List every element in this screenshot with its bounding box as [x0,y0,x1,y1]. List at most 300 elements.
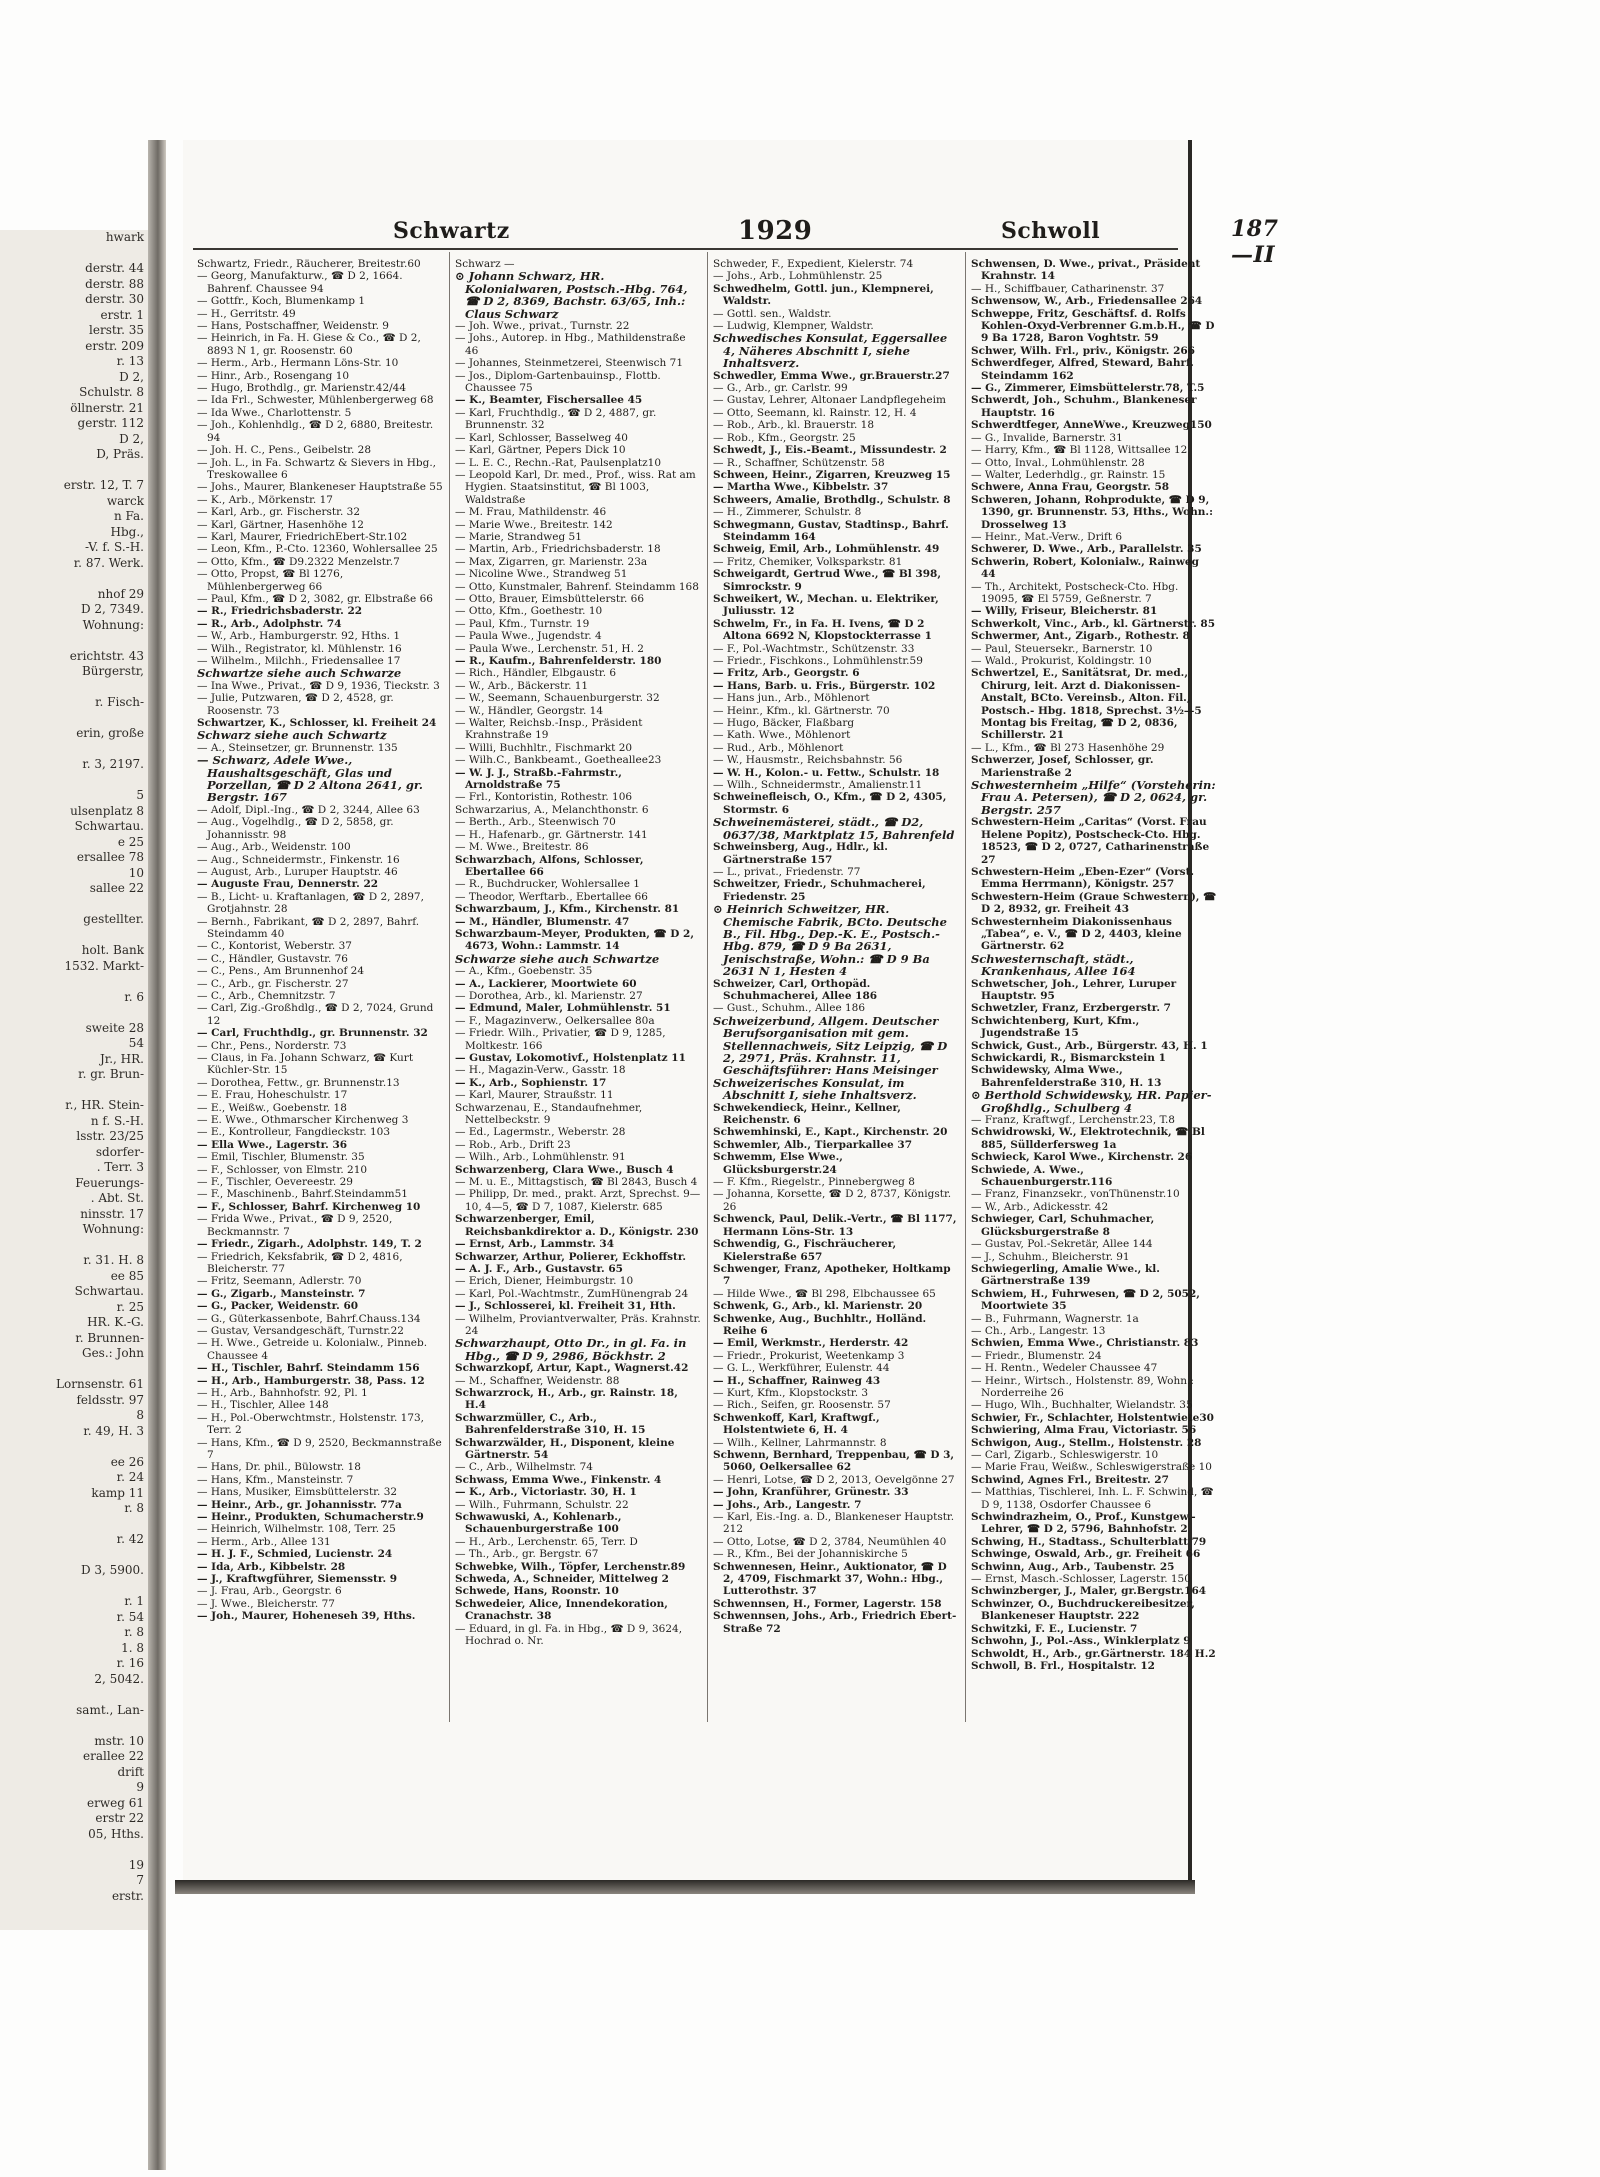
directory-entry: — Joh. Wwe., privat., Turnstr. 22 [455,320,630,333]
left-page-stub: nhof 29 [97,586,144,601]
directory-entry: — W. H., Kolon.- u. Fettw., Schulstr. 18 [713,766,940,779]
left-page-stub: Schwartau. [74,819,144,833]
left-page-stub [0,1005,150,1021]
directory-entry: — Johs., Arb., Lohmühlenstr. 25 [713,270,883,283]
directory-entry: — F., Tischler, Oevereestr. 29 [197,1176,353,1189]
directory-entry: Schweda, A., Schneider, Mittelweg 2 [455,1573,669,1586]
directory-entry: — Rich., Seifen, gr. Roosenstr. 57 [713,1399,891,1412]
directory-column-2 [455,258,701,1758]
directory-entry: — Gust., Schuhm., Allee 186 [713,1002,866,1015]
directory-entry: — Karl, Gärtner, Pepers Dick 10 [455,444,626,457]
directory-entry: Schwestern-Heim (Graue Schwestern), ☎ D 2, 8932, gr. Freiheit 43 [971,890,1217,916]
directory-entry: — Aug., Vogelhdlg., ☎ D 2, 5858, gr. Johannisstr. 98 [197,816,394,841]
directory-entry: Schwebke, Wilh., Töpfer, Lerchenstr.89 [455,1560,686,1573]
column-divider [965,252,966,1722]
left-page-stub: r. gr. Brun- [78,1067,144,1081]
left-page-stub: Bürgerstr, [81,664,144,678]
directory-entry: — H., Pol.-Oberwchtmstr., Holstenstr. 173, Terr. 2 [197,1411,425,1437]
left-page-stub: ee 85 [110,1268,144,1283]
left-page-stub: erstr. 12, T. 7 [63,478,144,492]
directory-entry: Schweinemästerei, städt., ☎ D2, 0637/38, Marktplatz 15, Bahrenfeld [713,815,955,842]
directory-entry: Schwohn, J., Pol.-Ass., Winklerplatz 9 [971,1635,1191,1648]
directory-entry: — Johs., Autorep. in Hbg., Mathildenstraße 46 [455,332,686,357]
directory-entry: — H., Arb., Hamburgerstr. 38, Pass. 12 [197,1374,425,1387]
directory-entry: Schwartzer, K., Schlosser, kl. Freiheit 24 [197,717,437,730]
left-page-stub: r. 24 [116,1470,144,1484]
directory-entry: — Heinr., Produkten, Schumacherstr.9 [197,1511,424,1524]
directory-entry: — Ernst, Masch.-Schlosser, Lagerstr. 150 [971,1573,1191,1586]
directory-entry: — A., Kfm., Goebenstr. 35 [455,965,593,978]
left-page-stub: 19 [128,1857,144,1872]
directory-entry: — Carl, Zigarb., Schleswigerstr. 10 [971,1449,1159,1461]
directory-entry: Schwarzenberg, Clara Wwe., Busch 4 [455,1163,674,1176]
directory-entry: — Rich., Händler, Elbgaustr. 6 [455,667,617,680]
directory-entry: — Heinr., Arb., gr. Johannisstr. 77a [197,1498,402,1511]
directory-entry: — Frida Wwe., Privat., ☎ D 9, 2520, Beckmannstr. 7 [197,1213,393,1238]
left-page-stub: warck [106,493,144,508]
directory-entry: — F., Magazinverw., Oelkersallee 80a [455,1014,655,1027]
directory-entry: — Friedr., Blumenstr. 24 [971,1349,1102,1362]
directory-entry: — H., Tischler, Allee 148 [197,1399,329,1412]
directory-entry: — John, Kranführer, Grünestr. 33 [713,1486,909,1499]
directory-entry: — F. Kfm., Riegelstr., Pinnebergweg 8 [713,1176,915,1189]
directory-entry: — Willy, Friseur, Bleicherstr. 81 [971,605,1158,618]
left-page-stub: 1. 8 [121,1640,144,1655]
left-page-stub [0,928,150,944]
directory-entry: Schwekendieck, Heinr., Kellner, Reichenstr. 6 [713,1101,901,1127]
directory-entry: — H., Gerritstr. 49 [197,307,296,320]
directory-entry: Schwenn, Bernhard, Treppenbau, ☎ D 3, 5060, Oelkersallee 62 [713,1449,955,1474]
directory-entry: — Heinr., Mat.-Verw., Drift 6 [971,530,1123,543]
directory-entry: — Friedrich, Keksfabrik, ☎ D 2, 4816, Bleicherstr. 77 [197,1250,403,1275]
directory-entry: — Heinr., Kfm., kl. Gärtnerstr. 70 [713,704,890,717]
directory-entry: — J. Wwe., Bleicherstr. 77 [197,1597,335,1610]
directory-entry: — Joh. L., in Fa. Schwartz & Sievers in Hbg., Treskowallee 6 [197,456,437,481]
directory-entry: — C., Arb., Chemnitzstr. 7 [197,989,336,1002]
directory-entry: — Karl, Schlosser, Basselweg 40 [455,431,628,444]
left-page-stub [0,246,150,262]
directory-entry: — Friedr., Zigarh., Adolphstr. 149, T. 2 [197,1238,422,1251]
directory-entry: — Hugo, Bäcker, Flaßbarg [713,717,855,730]
left-page-stub [0,633,150,649]
directory-entry: — W., Hausmstr., Reichsbahnstr. 56 [713,754,903,767]
left-page-stub: r. 13 [116,354,144,368]
directory-entry: — H. Rentn., Wedeler Chaussee 47 [971,1362,1158,1375]
directory-entry: — E., Kontrolleur, Fangdieckstr. 103 [197,1126,390,1139]
directory-entry: — C., Arb., Wilhelmstr. 74 [455,1461,593,1474]
directory-entry: Schwesternschaft, städt., Krankenhaus, Allee 164 [971,951,1136,979]
directory-entry: Schwestern-Heim „Caritas“ (Vorst. Frau Helene Popitz), Postscheck-Cto. Hbg. 18523, ☎ D 2, 0727, Catharinenstraße 27 [971,816,1210,866]
directory-entry: — G., Zimmerer, Eimsbüttelerstr.78, T.5 [971,382,1205,395]
directory-entry: Schwarzwälder, H., Disponent, kleine Gärtnerstr. 54 [455,1436,675,1461]
directory-entry: — Rob., Arb., Drift 23 [455,1138,571,1151]
directory-entry: — Gottfr., Koch, Blumenkamp 1 [197,295,366,308]
left-page-stub: derstr. 30 [85,292,144,306]
left-page-stub: 54 [128,1036,144,1050]
directory-entry: Schwarzkopf, Artur, Kapt., Wagnerst.42 [455,1362,689,1375]
directory-entry: Schwenkoff, Karl, Kraftwgf., Holstentwiete 6, H. 4 [713,1411,880,1437]
left-page-stub [0,1439,150,1455]
directory-entry: — Hans, Postschaffner, Weidenstr. 9 [197,320,389,333]
directory-entry: Schweizerisches Konsulat, im Abschnitt I, siehe Inhaltsverz. [713,1075,917,1103]
left-page-stub [0,1579,150,1595]
left-page-stub: -V. f. S.-H. [85,540,144,554]
directory-entry: Schwiede, A. Wwe., Schauenburgerstr.116 [971,1163,1113,1189]
directory-entry: — Leopold Karl, Dr. med., Prof., wiss. Rat am Hygien. Staatsinstitut, ☎ Bl 1003, Waldstraße [455,468,696,506]
left-page-stub: erstr 22 [95,1811,144,1825]
directory-entry: Schwichtenberg, Kurt, Kfm., Jugendstraße 15 [971,1014,1140,1040]
left-page-stub: erstr. [111,1888,144,1903]
left-page-stub: D 3, 5900. [80,1563,144,1577]
directory-entry: — Fritz, Chemiker, Volksparkstr. 81 [713,555,903,568]
directory-entry: Schwien, Emma Wwe., Christianstr. 83 [971,1337,1199,1350]
left-page-stub: samt., Lan- [76,1702,144,1717]
left-page-stub: D 2, [119,369,144,384]
left-page-stub: n Fa. [113,509,144,523]
directory-entry: — Ch., Arb., Langestr. 13 [971,1324,1106,1337]
directory-entry: — Friedr., Prokurist, Weetenkamp 3 [713,1349,905,1362]
directory-entry: — Wilh., Kellner, Lahrmannstr. 8 [713,1436,887,1449]
left-page-stub: r. 8 [124,1501,144,1515]
directory-entry: — Fritz, Seemann, Adlerstr. 70 [197,1275,362,1288]
left-page-stub: öllnerstr. 21 [70,400,144,415]
directory-entry: Schwensow, W., Arb., Friedensallee 264 [971,295,1203,308]
directory-entry: — A., Steinsetzer, gr. Brunnenstr. 135 [197,741,398,754]
directory-entry: — Dorothea, Arb., kl. Marienstr. 27 [455,989,643,1002]
directory-entry: — B., Fuhrmann, Wagnerstr. 1a [971,1312,1139,1325]
directory-entry: — Th., Arb., gr. Bergstr. 67 [455,1548,599,1561]
directory-entry: — H., Schiffbauer, Catharinenstr. 37 [971,282,1165,295]
directory-entry: Schwarzbaum-Meyer, Produkten, ☎ D 2, 4673, Wohn.: Lammstr. 14 [455,927,694,953]
directory-entry: Schwer, Wilh. Frl., priv., Königstr. 266 [971,344,1195,357]
directory-entry: Schwenke, Aug., Buchhltr., Holländ. Reihe 6 [713,1312,927,1337]
left-page-stub: r. 25 [116,1299,144,1314]
directory-entry: — Carl, Fruchthdlg., gr. Brunnenstr. 32 [197,1027,428,1040]
left-page-stub: 05, Hths. [88,1826,144,1841]
left-page-stub [0,1687,150,1703]
directory-entry: — R., Schaffner, Schützenstr. 58 [713,456,885,469]
directory-entry: — Max, Zigarren, gr. Marienstr. 23a [455,555,648,568]
directory-entry: — M. Frau, Mathildenstr. 46 [455,506,607,519]
directory-entry: — Marie Frau, Weißw., Schleswigerstraße 10 [971,1461,1212,1474]
directory-entry: — W. J. J., Straßb.-Fahrmstr., Arnoldstraße 75 [455,766,622,792]
directory-entry: — J., Schuhm., Bleicherstr. 91 [971,1250,1130,1263]
directory-entry: — Leon, Kfm., P.-Cto. 12360, Wohlersallee 25 [197,543,438,556]
left-page-stub [0,463,150,479]
left-page-stub: lsstr. 23/25 [76,1129,144,1143]
directory-entry: — Karl, Maurer, FriedrichEbert-Str.102 [197,530,408,543]
directory-entry: — R., Arb., Adolphstr. 74 [197,617,342,630]
directory-entry: — Rob., Arb., kl. Brauerstr. 18 [713,419,875,432]
directory-entry: — L., privat., Friedenstr. 77 [713,865,861,878]
directory-entry: — Aug., Schneidermstr., Finkenstr. 16 [197,853,400,866]
directory-entry: — Karl, Gärtner, Hasenhöhe 12 [197,518,364,531]
left-page-stub: erin, große [76,726,144,740]
left-page-stub: n f. S.-H. [90,1113,144,1128]
directory-entry: — Aug., Arb., Weidenstr. 100 [197,841,351,854]
directory-entry: — Wilh., Fuhrmann, Schulstr. 22 [455,1498,629,1511]
directory-entry: — Ella Wwe., Lagerstr. 36 [197,1138,348,1151]
directory-entry: Schwartz, Friedr., Räucherer, Breitestr.60 [197,258,421,270]
directory-entry: — Wilhelm., Milchh., Friedensallee 17 [197,655,401,667]
directory-entry: — H., Hafenarb., gr. Gärtnerstr. 141 [455,828,648,841]
directory-entry: — M. Wwe., Breitestr. 86 [455,841,589,854]
directory-entry: — B., Licht- u. Kraftanlagen, ☎ D 2, 2897, Grotjahnstr. 28 [197,890,424,916]
directory-entry: — Gustav, Pol.-Sekretär, Allee 144 [971,1238,1153,1251]
left-page-stub [0,897,150,913]
directory-entry: Schwerin, Robert, Kolonialw., Rainweg 44 [971,555,1199,581]
directory-entry: Schwennesen, Heinr., Auktionator, ☎ D 2, 4709, Fischmarkt 37, Wohn.: Hbg., Lutterothstr. 37 [713,1560,947,1598]
directory-entry: — Ernst, Arb., Lammstr. 34 [455,1238,615,1251]
directory-entry: — F., Pol.-Wachtmstr., Schützenstr. 33 [713,642,915,655]
directory-entry: Schweinefleisch, O., Kfm., ☎ D 2, 4305, Stormstr. 6 [713,791,947,816]
directory-entry: Schwegmann, Gustav, Stadtinsp., Bahrf. Steindamm 164 [713,518,949,543]
left-page-stub [0,1238,150,1254]
directory-entry: — Friedr., Fischkons., Lohmühlenstr.59 [713,655,923,667]
directory-column-4 [971,258,1217,1758]
column-divider [449,252,450,1722]
directory-entry: — K., Arb., Victoriastr. 30, H. 1 [455,1486,637,1499]
directory-entry: — Paul, Kfm., Turnstr. 19 [455,617,590,630]
directory-entry: — W., Arb., Adickesstr. 42 [971,1200,1109,1213]
directory-entry: Schwere, Anna Frau, Georgstr. 58 [971,481,1170,494]
directory-entry: Schwermer, Ant., Zigarb., Rothestr. 8 [971,630,1190,643]
directory-entry: — Otto, Lotse, ☎ D 2, 3784, Neumühlen 40 [713,1535,947,1548]
directory-entry: Schwindrazheim, O., Prof., Kunstgew.-Lehrer, ☎ D 2, 5796, Bahnhofstr. 2 [971,1511,1196,1536]
directory-entry: Schwennsen, H., Former, Lagerstr. 158 [713,1597,942,1610]
directory-entry: — K., Arb., Sophienstr. 17 [455,1076,607,1089]
column-divider [707,252,708,1722]
directory-entry: Schwemhinski, E., Kapt., Kirchenstr. 20 [713,1126,948,1139]
left-page-stub: sdorfer- [95,1144,144,1159]
directory-entry: — Carl, Zig.-Großhdlg., ☎ D 2, 7024, Grund 12 [197,1002,434,1027]
directory-entry: — Henri, Lotse, ☎ D 2, 2013, Oevelgönne 27 [713,1473,955,1486]
directory-entry: — R., Kaufm., Bahrenfelderstr. 180 [455,655,662,667]
directory-entry: — J., Schlosserei, kl. Freiheit 31, Hth. [455,1300,676,1313]
directory-entry: — Hugo, Wlh., Buchhalter, Wielandstr. 35 [971,1399,1193,1412]
directory-entry: ⊙ Berthold Schwidewsky, HR. Papier-Großhdlg., Schulberg 4 [971,1088,1212,1115]
directory-entry: — F., Schlosser, Bahrf. Kirchenweg 10 [197,1200,421,1213]
directory-entry: Schweigardt, Gertrud Wwe., ☎ Bl 398, Simrockstr. 9 [713,568,941,593]
left-page-stub: D, Präs. [96,447,144,461]
directory-entry: — Wilh., Schneidermstr., Amalienstr.11 [713,779,923,792]
directory-entry: Schweizerbund, Allgem. Deutscher Berufsorganisation mit gem. Stellennachweis, Sitz Leipzig, ☎ D 2, 2971, Präs. Krahnstr. 11, Geschäftsführer: Hans Meisinger [713,1013,948,1078]
directory-entry: — Johs., Maurer, Blankeneser Hauptstraße 55 [197,481,443,494]
directory-entry: Schwerer, D. Wwe., Arb., Parallelstr. 35 [971,543,1202,556]
left-page-stub: 10 [128,865,144,880]
directory-entry: — Johanna, Korsette, ☎ D 2, 8737, Königstr. 26 [713,1188,952,1213]
left-page-stub: D 2, 7349. [80,602,144,616]
directory-entry: — Wald., Prokurist, Koldingstr. 10 [971,655,1152,667]
left-page-stub [0,742,150,758]
left-page-stub: r. 54 [116,1609,144,1624]
directory-entry: — Hans jun., Arb., Möhlenort [713,692,870,705]
left-page-stub: drift [117,1764,144,1779]
directory-entry: — K., Beamter, Fischersallee 45 [455,394,643,407]
left-page-stub [0,1718,150,1734]
directory-entry: Schwedt, J., Eis.-Beamt., Missundestr. 2 [713,444,947,457]
directory-entry: Schwieck, Karol Wwe., Kirchenstr. 26 [971,1151,1193,1164]
directory-entry: Schwarze siehe auch Schwartze [455,951,660,966]
left-page-stub: r. Brunnen- [75,1330,144,1345]
book-spine [148,140,166,2170]
left-page-stub [0,1083,150,1099]
directory-entry: — Harry, Kfm., ☎ Bl 1128, Wittsallee 12 [971,444,1188,457]
left-page-stub: D 2, [119,431,144,446]
directory-entry: — Rud., Arb., Möhlenort [713,741,844,754]
directory-entry: — C., Arb., gr. Fischerstr. 27 [197,977,349,990]
directory-entry: — G., Zigarb., Mansteinstr. 7 [197,1287,366,1300]
directory-entry: Schwerdfeger, Alfred, Steward, Bahrf. Steindamm 162 [971,357,1194,382]
directory-entry: Schwensen, D. Wwe., privat., Präsident Krahnstr. 14 [971,258,1201,283]
directory-entry: — Matthias, Tischlerei, Inh. L. F. Schwind, ☎ D 9, 1138, Osdorfer Chaussee 6 [971,1486,1214,1511]
left-page-stub: sweite 28 [85,1020,144,1035]
directory-entry: Schweig, Emil, Arb., Lohmühlenstr. 49 [713,543,940,556]
directory-entry: — Gottl. sen., Waldstr. [713,307,832,320]
directory-entry: Schweers, Amalie, Brothdlg., Schulstr. 8 [713,493,951,506]
left-page-stub: gestellter. [83,912,144,926]
left-page-stub: erweg 61 [87,1795,144,1810]
left-page-stub: 1532. Markt- [64,958,144,973]
directory-entry: — Otto, Propst, ☎ Bl 1276, Mühlenbergerweg 66 [197,568,344,593]
directory-entry: — Hans, Barb. u. Fris., Bürgerstr. 102 [713,679,936,692]
directory-entry: — Kurt, Kfm., Klopstockstr. 3 [713,1386,869,1399]
directory-entry: — Paula Wwe., Lerchenstr. 51, H. 2 [455,642,644,655]
directory-entry: — H., Zimmerer, Schulstr. 8 [713,506,862,519]
left-page-stub: erichtstr. 43 [69,648,144,663]
directory-entry: — Walter, Reichsb.-Insp., Präsident Krahnstraße 19 [455,717,643,742]
directory-entry: — E. Wwe., Othmarscher Kirchenweg 3 [197,1114,409,1127]
left-page-stub [0,1517,150,1533]
directory-entry: Schwinge, Oswald, Arb., gr. Freiheit 66 [971,1548,1201,1561]
directory-entry: — F., Schlosser, von Elmstr. 210 [197,1163,368,1176]
left-page-stub [0,1362,150,1378]
directory-entry: — Marie Wwe., Breitestr. 142 [455,518,613,531]
directory-entry: — Schwarz, Adele Wwe., Haushaltsgeschäft, Glas und Porzellan, ☎ D 2 Altona 2641, gr. Bergstr. 167 [197,753,423,805]
left-page-stub: 7 [136,1873,144,1887]
directory-entry: — Berth., Arb., Steenwisch 70 [455,816,616,829]
directory-entry: Schwedeier, Alice, Innendekoration, Cranachstr. 38 [455,1597,668,1623]
directory-entry: — Ed., Lagermstr., Weberstr. 28 [455,1126,626,1139]
directory-entry: Schwarzarius, A., Melanchthonstr. 6 [455,803,649,816]
left-page-stub: derstr. 88 [85,276,144,291]
directory-entry: Schween, Heinr., Zigarren, Kreuzweg 15 [713,468,951,481]
left-page-stub: r. 3, 2197. [82,757,144,771]
left-page-stub: Wohnung: [82,1222,144,1236]
directory-entry: — Gustav, Lehrer, Altonaer Landpflegeheim [713,394,946,407]
left-page-stub: Schwartau. [74,1284,144,1298]
directory-entry: — Paul, Kfm., ☎ D 2, 3082, gr. Elbstraße 66 [197,592,433,605]
directory-entry: — Friedr. Wilh., Privatier, ☎ D 9, 1285, Moltkestr. 166 [455,1027,666,1052]
directory-entry: — A., Lackierer, Moortwiete 60 [455,977,637,990]
directory-entry: ⊙ Heinrich Schweitzer, HR. Chemische Fabrik, BCto. Deutsche B., Fil. Hbg., Dep.-K. E., Postsch.-Hbg. 879, ☎ D 9 Ba 2631, Jenischstraße, Wohn.: ☎ D 9 Ba 2631 N 1, Hesten 4 [713,902,947,979]
directory-entry: — H., Arb., Lerchenstr. 65, Terr. D [455,1535,638,1548]
directory-entry: Schwing, H., Stadtass., Schulterblatt 79 [971,1535,1207,1548]
left-page-stub: Feuerungs- [75,1175,144,1190]
directory-entry: Schwickardi, R., Bismarckstein 1 [971,1052,1166,1064]
directory-entry: Schwemm, Else Wwe., Glücksburgerstr.24 [713,1151,843,1176]
directory-entry: — C., Händler, Gustavstr. 76 [197,952,348,965]
directory-entry: — Hilde Wwe., ☎ Bl 298, Elbchaussee 65 [713,1287,936,1300]
left-page-stub: gerstr. 112 [77,416,144,430]
directory-entry: — Marie, Strandweg 51 [455,530,582,543]
directory-entry: Schweikert, W., Mechan. u. Elektriker, Juliusstr. 12 [713,592,939,618]
left-page-stub: derstr. 44 [85,261,144,275]
directory-entry: — M. u. E., Mittagstisch, ☎ Bl 2843, Busch 4 [455,1176,698,1189]
directory-entry: Schwind, Agnes Frl., Breitestr. 27 [971,1473,1169,1486]
directory-entry: — H., Schaffner, Rainweg 43 [713,1374,881,1387]
directory-entry: Schwick, Gust., Arb., Bürgerstr. 43, H. 1 [971,1039,1208,1052]
directory-entry: — Walter, Lederhdlg., gr. Rainstr. 15 [971,468,1166,481]
directory-entry: — Hans, Kfm., Mansteinstr. 7 [197,1473,354,1486]
directory-entry: Schwitzki, F. E., Lucienstr. 7 [971,1622,1138,1635]
directory-entry: Schwerzer, Josef, Schlosser, gr. Marienstraße 2 [971,754,1154,779]
directory-entry: — Hans, Dr. phil., Bülowstr. 18 [197,1461,361,1474]
left-page-stub: hwark [105,230,144,244]
directory-entry: — Johs., Arb., Langestr. 7 [713,1498,862,1511]
directory-page [183,140,1279,1880]
directory-entry: Schwawuski, A., Kohlenarb., Schauenburgerstraße 100 [455,1511,622,1536]
left-page-stub: kamp 11 [91,1485,144,1500]
directory-entry: — Otto, Kfm., Goethestr. 10 [455,605,603,618]
directory-entry: — Wilh., Registrator, kl. Mühlenstr. 16 [197,642,402,655]
directory-entry: — Franz, Finanzsekr., vonThünenstr.10 [971,1188,1180,1201]
directory-entry: — Heinr., Wirtsch., Holstenstr. 89, Wohn.: Norderreihe 26 [971,1374,1194,1399]
left-page-fragment [0,230,150,1930]
directory-entry: Schwinn, Aug., Arb., Taubenstr. 25 [971,1560,1175,1573]
directory-entry: — Joh. H. C., Pens., Geibelstr. 28 [197,444,372,457]
directory-entry: — E., Weißw., Goebenstr. 18 [197,1101,347,1114]
directory-entry: Schwartze siehe auch Schwarze [197,666,402,681]
left-page-stub: ersallee 78 [76,850,144,864]
directory-entry: — Paul, Steuersekr., Barnerstr. 10 [971,642,1153,655]
left-page-stub [0,773,150,789]
directory-entry: — Rob., Kfm., Georgstr. 25 [713,431,856,444]
left-page-stub: r. 1 [124,1594,144,1608]
directory-entry: — Th., Architekt, Postscheck-Cto. Hbg. 19095, ☎ El 5759, Geßnerstr. 7 [971,580,1179,605]
directory-entry: — Julie, Putzwaren, ☎ D 2, 4528, gr. Roosenstr. 73 [197,692,394,717]
directory-entry: Schwendig, G., Fischräucherer, Kielerstraße 657 [713,1238,897,1263]
left-page-stub: r. 16 [116,1656,144,1670]
directory-entry: — Hugo, Brothdlg., gr. Marienstr.42/44 [197,382,407,395]
directory-entry: — Wilh.C., Bankbeamt., Goetheallee23 [455,754,662,767]
directory-entry: — Kath. Wwe., Möhlenort [713,729,851,742]
directory-entry: — Emil, Tischler, Blumenstr. 35 [197,1151,365,1164]
directory-entry: — Willi, Buchhltr., Fischmarkt 20 [455,741,633,754]
directory-entry: — J., Kraftwgführer, Siemensstr. 9 [197,1573,398,1586]
directory-entry: Schwarzenau, E., Standaufnehmer, Nettelbeckstr. 9 [455,1101,643,1127]
directory-entry: — Johannes, Steinmetzerei, Steenwisch 71 [455,357,684,370]
left-page-stub: r. 31. H. 8 [83,1253,144,1267]
left-page-stub: ulsenplatz 8 [70,803,144,818]
left-page-stub: r. 6 [124,989,144,1004]
directory-entry: — C., Pens., Am Brunnenhof 24 [197,965,365,978]
left-page-stub [0,711,150,727]
left-page-stub: 8 [136,1408,144,1422]
directory-entry: Schwedhelm, Gottl. jun., Klempnerei, Waldstr. [713,282,934,308]
left-page-stub: erallee 22 [83,1749,144,1763]
directory-entry: Schweitzer, Friedr., Schuhmacherei, Friedenstr. 25 [713,878,926,903]
directory-entry: Schwass, Emma Wwe., Finkenstr. 4 [455,1473,662,1486]
directory-entry: — Bernh., Fabrikant, ☎ D 2, 2897, Bahrf. Steindamm 40 [197,915,420,940]
directory-entry: — Martin, Arb., Friedrichsbaderstr. 18 [455,543,661,556]
left-page-stub: r. Fisch- [95,695,144,709]
directory-entry: Schwoldt, H., Arb., gr.Gärtnerstr. 184 H.2 [971,1647,1216,1660]
left-page-stub [0,1548,150,1564]
directory-entry: — F., Maschinenb., Bahrf.Steindamm51 [197,1188,408,1201]
directory-entry: — Erich, Diener, Heimburgstr. 10 [455,1275,634,1288]
directory-entry: — W., Seemann, Schauenburgerstr. 32 [455,692,660,705]
